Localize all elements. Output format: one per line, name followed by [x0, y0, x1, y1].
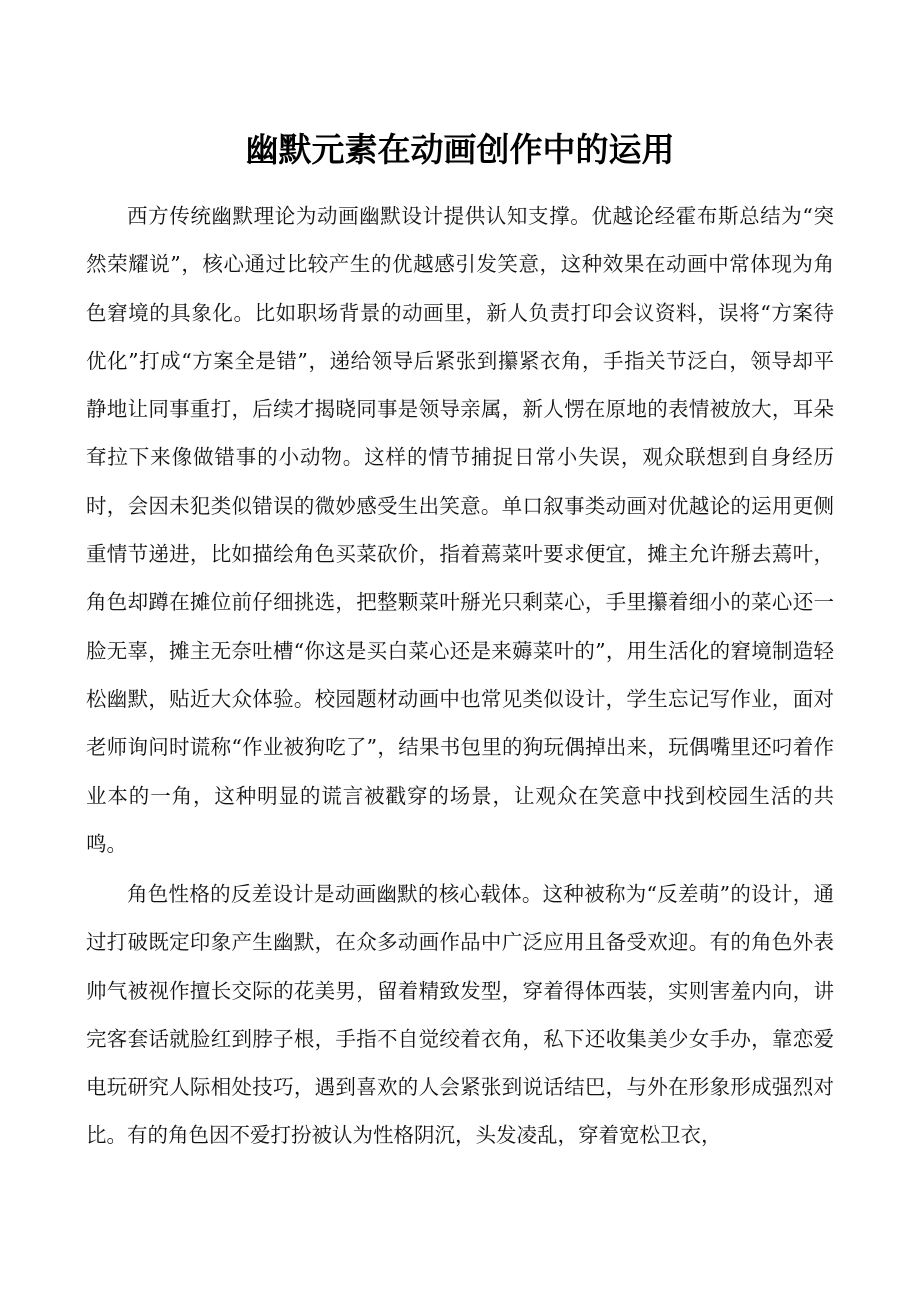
paragraph-1: 西方传统幽默理论为动画幽默设计提供认知支撑。优越论经霍布斯总结为“突然荣耀说”，核心通过比较产生的优越感引发笑意，这种效果在动画中常体现为角色窘境的具象化。比如职场背景的动画里，新人负责打印会议资料，误将“方案待优化”打成“方案全是错”，递给领导后紧张到攥紧衣角，手指关节泛白，领导却平静地让同事重打，后续才揭晓同事是领导亲属，新人愣在原地的表情被放大，耳朵耷拉下来像做错事的小动物。这样的情节捕捉日常小失误，观众联想到自身经历时，会因未犯类似错误的微妙感受生出笑意。单口叙事类动画对优越论的运用更侧重情节递进，比如描绘角色买菜砍价，指着蔫菜叶要求便宜，摊主允许掰去蔫叶，角色却蹲在摊位前仔细挑选，把整颗菜叶掰光只剩菜心，手里攥着细小的菜心还一脸无辜，摊主无奈吐槽“你这是买白菜心还是来薅菜叶的”，用生活化的窘境制造轻松幽默，贴近大众体验。校园题材动画中也常见类似设计，学生忘记写作业，面对老师询问时谎称“作业被狗吃了”，结果书包里的狗玩偶掉出来，玩偶嘴里还叼着作业本的一角，这种明显的谎言被戳穿的场景，让观众在笑意中找到校园生活的共鸣。 [86, 204, 834, 856]
document-title: 幽默元素在动画创作中的运用 [245, 130, 675, 169]
paragraph-2: 角色性格的反差设计是动画幽默的核心载体。这种被称为“反差萌”的设计，通过打破既定印象产生幽默，在众多动画作品中广泛应用且备受欢迎。有的角色外表帅气被视作擅长交际的花美男，留着精致发型，穿着得体西装，实则害羞内向，讲完客套话就脸红到脖子根，手指不自觉绞着衣角，私下还收集美少女手办，靠恋爱电玩研究人际相处技巧，遇到喜欢的人会紧张到说话结巴，与外在形象形成强烈对比。有的角色因不爱打扮被认为性格阴沉，头发凌乱，穿着宽松卫衣， [86, 882, 834, 1148]
